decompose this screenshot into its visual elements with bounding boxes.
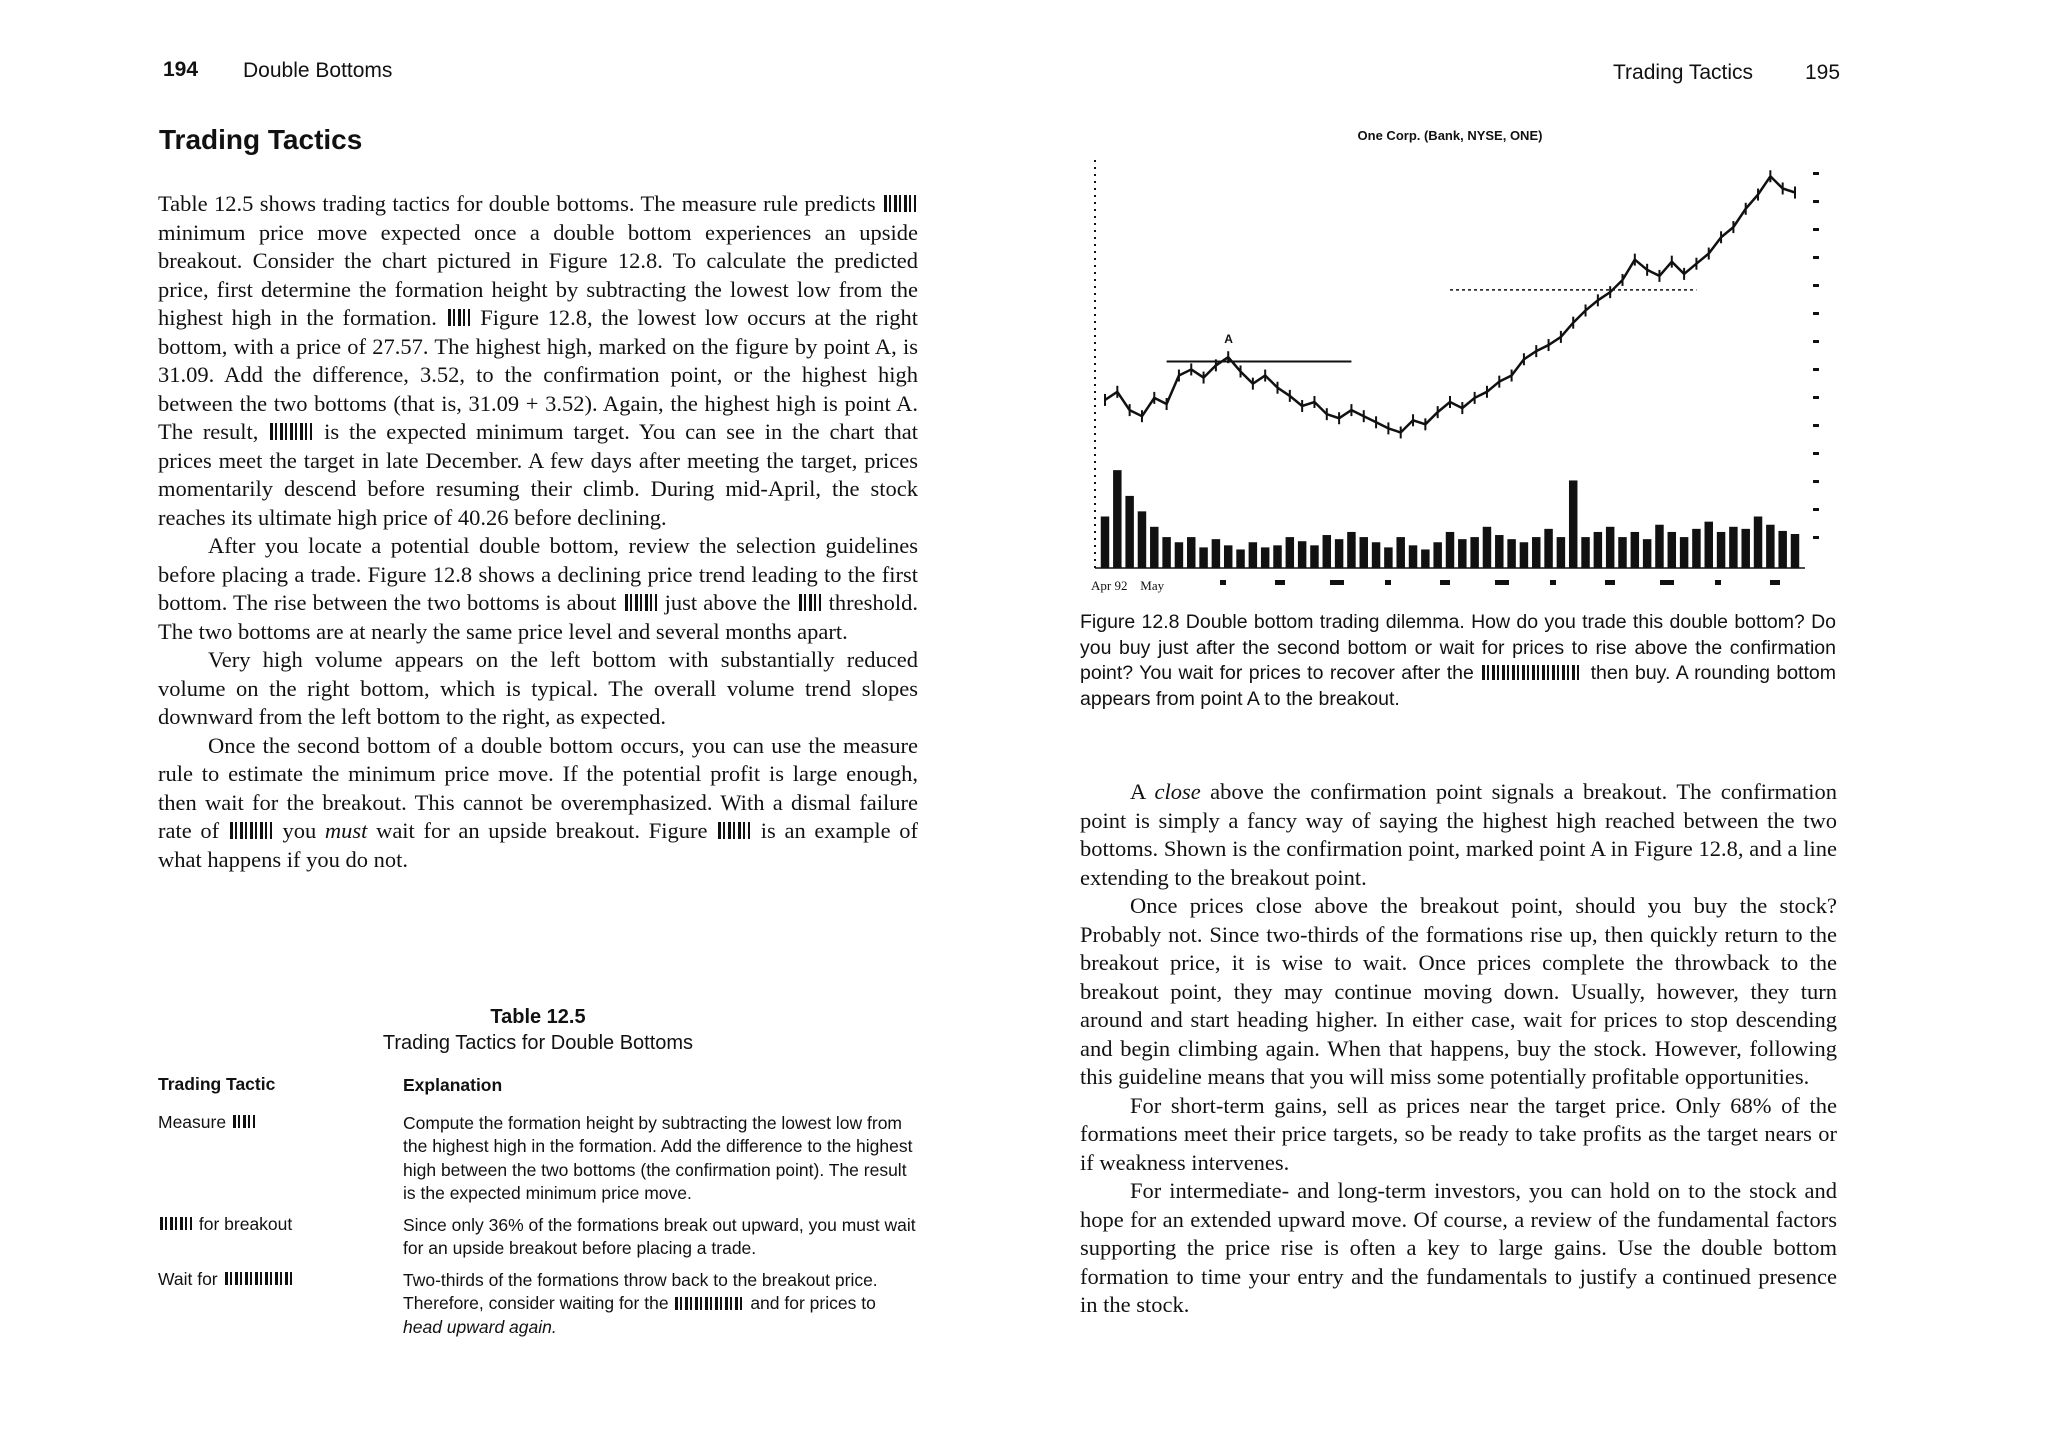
volume-bar	[1101, 517, 1109, 569]
volume-bar	[1532, 537, 1540, 568]
volume-bar	[1162, 537, 1170, 568]
point-a-label: A	[1224, 332, 1233, 347]
volume-bar	[1323, 535, 1331, 568]
y-tick-mark	[1813, 508, 1819, 511]
garbled-glyph	[675, 1297, 743, 1310]
figure-caption: Figure 12.8 Double bottom trading dilemma. How do you trade this double bottom? Do you buy just after the second bottom or wait for prices to rise above the confirmation point? You wait for prices to recover after the then buy. A rounding bottom appears from point A to the breakout.	[1080, 611, 1836, 710]
volume-bar	[1384, 547, 1392, 568]
explanation-italic: head upward again.	[403, 1316, 557, 1337]
volume-bar	[1766, 525, 1774, 568]
running-head-right: Trading Tactics	[1613, 61, 1754, 84]
y-tick-mark	[1813, 340, 1819, 343]
volume-bar	[1729, 527, 1737, 568]
garbled-glyph	[718, 822, 750, 839]
y-tick-mark	[1813, 312, 1819, 315]
garbled-glyph	[1482, 665, 1582, 680]
x-tick-mark	[1605, 580, 1615, 585]
volume-bar	[1778, 531, 1786, 568]
x-tick-mark	[1715, 580, 1721, 585]
explanation-throwback: Two-thirds of the formations throw back to the breakout price. Therefore, consider waiting for the	[403, 1269, 878, 1313]
garbled-glyph	[160, 1217, 192, 1230]
running-head-left: Double Bottoms	[243, 59, 393, 82]
volume-bar	[1557, 537, 1565, 568]
volume-bar	[1249, 542, 1257, 568]
volume-bar	[1446, 532, 1454, 568]
stock-chart	[1060, 120, 1840, 596]
table-row	[158, 1214, 918, 1261]
volume-bar	[1212, 539, 1220, 568]
x-tick-mark	[1550, 580, 1556, 585]
page-number-right: 195	[1805, 61, 1841, 84]
volume-bar	[1347, 532, 1355, 568]
garbled-glyph	[884, 195, 916, 212]
volume-bar	[1396, 537, 1404, 568]
volume-bar	[1113, 470, 1121, 568]
volume-bar	[1236, 549, 1244, 568]
volume-bar	[1520, 542, 1528, 568]
table-caption	[158, 1004, 918, 1056]
volume-bar	[1680, 537, 1688, 568]
y-tick-mark	[1813, 396, 1819, 399]
volume-bar	[1507, 539, 1515, 568]
chart-svg	[1060, 120, 1840, 596]
x-tick-mark	[1495, 580, 1509, 585]
volume-bar	[1754, 517, 1762, 569]
garbled-glyph	[270, 423, 312, 440]
garbled-glyph	[448, 309, 470, 326]
y-tick-mark	[1813, 368, 1819, 371]
paragraph: Once prices close above the breakout point, should you buy the stock? Probably not. Since two-thirds of the formations rise up, then quickly return to the breakout price, it is wise to wait. Once prices complete the throwback to the breakout point, they may continue moving down. Usually, however, they turn around and start heading higher. In either case, wait for prices to stop descending and begin climbing again. When that happens, buy the stock. However, following this guideline means that you will miss some potentially profitable opportunities.	[1080, 893, 1837, 1089]
garbled-glyph	[799, 594, 821, 611]
header-explanation: Explanation	[403, 1075, 503, 1095]
y-tick-mark	[1813, 256, 1819, 259]
y-tick-mark	[1813, 452, 1819, 455]
volume-bar	[1594, 532, 1602, 568]
tactic-measure: Measure	[158, 1111, 227, 1132]
volume-bar	[1618, 537, 1626, 568]
paragraph: Table 12.5 shows trading tactics for double bottoms. The measure rule predicts minimum price move expected once a double bottom experiences an upside breakout. Consider the chart pictured in Figure 12.8. To calculate the predicted price, first determine the formation height by subtracting the lowest low from the highest high in the formation. Figure 12.8, the lowest low occurs at the right bottom, with a price of 27.57. The highest high, marked on the figure by point A, is 31.09. Add the difference, 3.52, to the confirmation point, or the highest high between the two bottoms (that is, 31.09 + 3.52). Again, the highest high is point A. The result, is the expected minimum target. You can see in the chart that prices meet the target in late December. A few days after meeting the target, prices momentarily descend before resuming their climb. During mid-April, the stock reaches its ultimate high price of 40.26 before declining.	[158, 191, 918, 530]
y-tick-mark	[1813, 172, 1819, 175]
tactic-breakout: for breakout	[198, 1213, 293, 1234]
y-tick-mark	[1813, 424, 1819, 427]
paragraph: Once the second bottom of a double bottom occurs, you can use the measure rule to estimate the minimum price move. If the potential profit is large enough, then wait for the breakout. This cannot be overemphasized. With a dismal failure rate of you must wait for an upside breakout. Figure is an example of what happens if you do not.	[158, 732, 918, 872]
trading-tactics-table	[158, 1074, 918, 1347]
garbled-glyph	[230, 822, 272, 839]
volume-bar	[1495, 535, 1503, 568]
y-tick-mark	[1813, 200, 1819, 203]
paragraph: A close above the confirmation point signals a breakout. The confirmation point is simply a fancy way of saying the highest high reached between the two bottoms. Shown is the confirmation point, marked point A in Figure 12.8, and a line extending to the breakout point.	[1080, 779, 1837, 890]
y-tick-mark	[1813, 536, 1819, 539]
volume-bar	[1286, 537, 1294, 568]
italic-text: close	[1154, 779, 1201, 804]
x-tick-mark	[1440, 580, 1450, 585]
explanation-measure: Compute the formation height by subtracting the lowest low from the highest high in the formation. Add the difference to the highest high between the two bottoms (the confirmation point). The result is the expected minimum price move.	[403, 1112, 913, 1203]
volume-bar	[1483, 527, 1491, 568]
x-tick-label: Apr 92	[1091, 578, 1128, 593]
volume-bar	[1581, 537, 1589, 568]
y-tick-mark	[1813, 284, 1819, 287]
volume-bar	[1544, 529, 1552, 568]
volume-bar	[1310, 545, 1318, 568]
tactic-wait: Wait for	[158, 1268, 218, 1289]
table-header-row	[158, 1074, 918, 1098]
volume-bar	[1655, 525, 1663, 568]
volume-bar	[1335, 539, 1343, 568]
volume-bar	[1125, 496, 1133, 568]
paragraph: Very high volume appears on the left bottom with substantially reduced volume on the right bottom, which is typical. The overall volume trend slopes downward from the left bottom to the right, as expected.	[158, 647, 918, 729]
volume-bar	[1298, 541, 1306, 568]
volume-bar	[1261, 547, 1269, 568]
volume-bar	[1668, 532, 1676, 568]
volume-bar	[1741, 529, 1749, 568]
chart-title: One Corp. (Bank, NYSE, ONE)	[1357, 128, 1543, 143]
volume-bar	[1643, 539, 1651, 568]
y-tick-mark	[1813, 228, 1819, 231]
volume-bar	[1199, 547, 1207, 568]
garbled-glyph	[625, 594, 657, 611]
volume-bar	[1569, 480, 1577, 568]
volume-bar	[1372, 542, 1380, 568]
volume-bar	[1458, 539, 1466, 568]
volume-bar	[1791, 534, 1799, 568]
volume-bar	[1273, 545, 1281, 568]
x-tick-mark	[1385, 580, 1391, 585]
volume-bar	[1409, 545, 1417, 568]
left-body-text	[158, 190, 918, 874]
volume-bar	[1224, 545, 1232, 568]
price-line	[1105, 176, 1795, 432]
x-tick-mark	[1330, 580, 1344, 585]
table-title: Trading Tactics for Double Bottoms	[382, 1032, 694, 1054]
volume-bar	[1717, 532, 1725, 568]
header-trading-tactic: Trading Tactic	[158, 1074, 276, 1094]
y-tick-mark	[1813, 480, 1819, 483]
explanation-breakout: Since only 36% of the formations break out upward, you must wait for an upside breakout before placing a trade.	[403, 1214, 916, 1258]
garbled-glyph	[225, 1272, 293, 1285]
volume-bar	[1606, 527, 1614, 568]
paragraph: For short-term gains, sell as prices near the target price. Only 68% of the formations meet their price targets, so be ready to take profits as the target nears or if weakness intervenes.	[1080, 1092, 1837, 1175]
x-tick-mark	[1660, 580, 1674, 585]
table-row	[158, 1269, 918, 1340]
volume-bar	[1138, 511, 1146, 568]
volume-bar	[1631, 532, 1639, 568]
volume-bar	[1421, 549, 1429, 568]
volume-bar	[1705, 522, 1713, 568]
right-body-text	[1080, 778, 1837, 1320]
paragraph: After you locate a potential double bottom, review the selection guidelines before placing a trade. Figure 12.8 shows a declining price trend leading to the first bottom. The rise between the two bottoms is about just above the threshold. The two bottoms are at nearly the same price level and several months apart.	[158, 533, 918, 644]
volume-bar	[1150, 527, 1158, 568]
volume-bar	[1470, 537, 1478, 568]
explanation-tail2: prices to	[809, 1293, 876, 1313]
section-title: Trading Tactics	[159, 124, 363, 155]
paragraph: For intermediate- and long-term investors, you can hold on to the stock and hope for an extended upward move. Of course, a review of the fundamental factors supporting the price rise is often a key to large gains. Use the double bottom formation to time your entry and the fundamentals to justify a continued presence in the stock.	[1080, 1178, 1837, 1317]
garbled-glyph	[233, 1115, 255, 1128]
volume-bar	[1187, 537, 1195, 568]
volume-bar	[1360, 537, 1368, 568]
explanation-tail: and for	[750, 1293, 805, 1313]
volume-bar	[1692, 529, 1700, 568]
table-row	[158, 1112, 918, 1206]
x-tick-label: May	[1140, 578, 1165, 593]
volume-bar	[1175, 542, 1183, 568]
italic-text: must	[324, 818, 368, 843]
x-tick-mark	[1220, 580, 1226, 585]
table-number: Table 12.5	[490, 1006, 586, 1028]
x-tick-mark	[1275, 580, 1285, 585]
page-number-left: 194	[163, 58, 199, 81]
x-tick-mark	[1770, 580, 1780, 585]
volume-bar	[1433, 542, 1441, 568]
